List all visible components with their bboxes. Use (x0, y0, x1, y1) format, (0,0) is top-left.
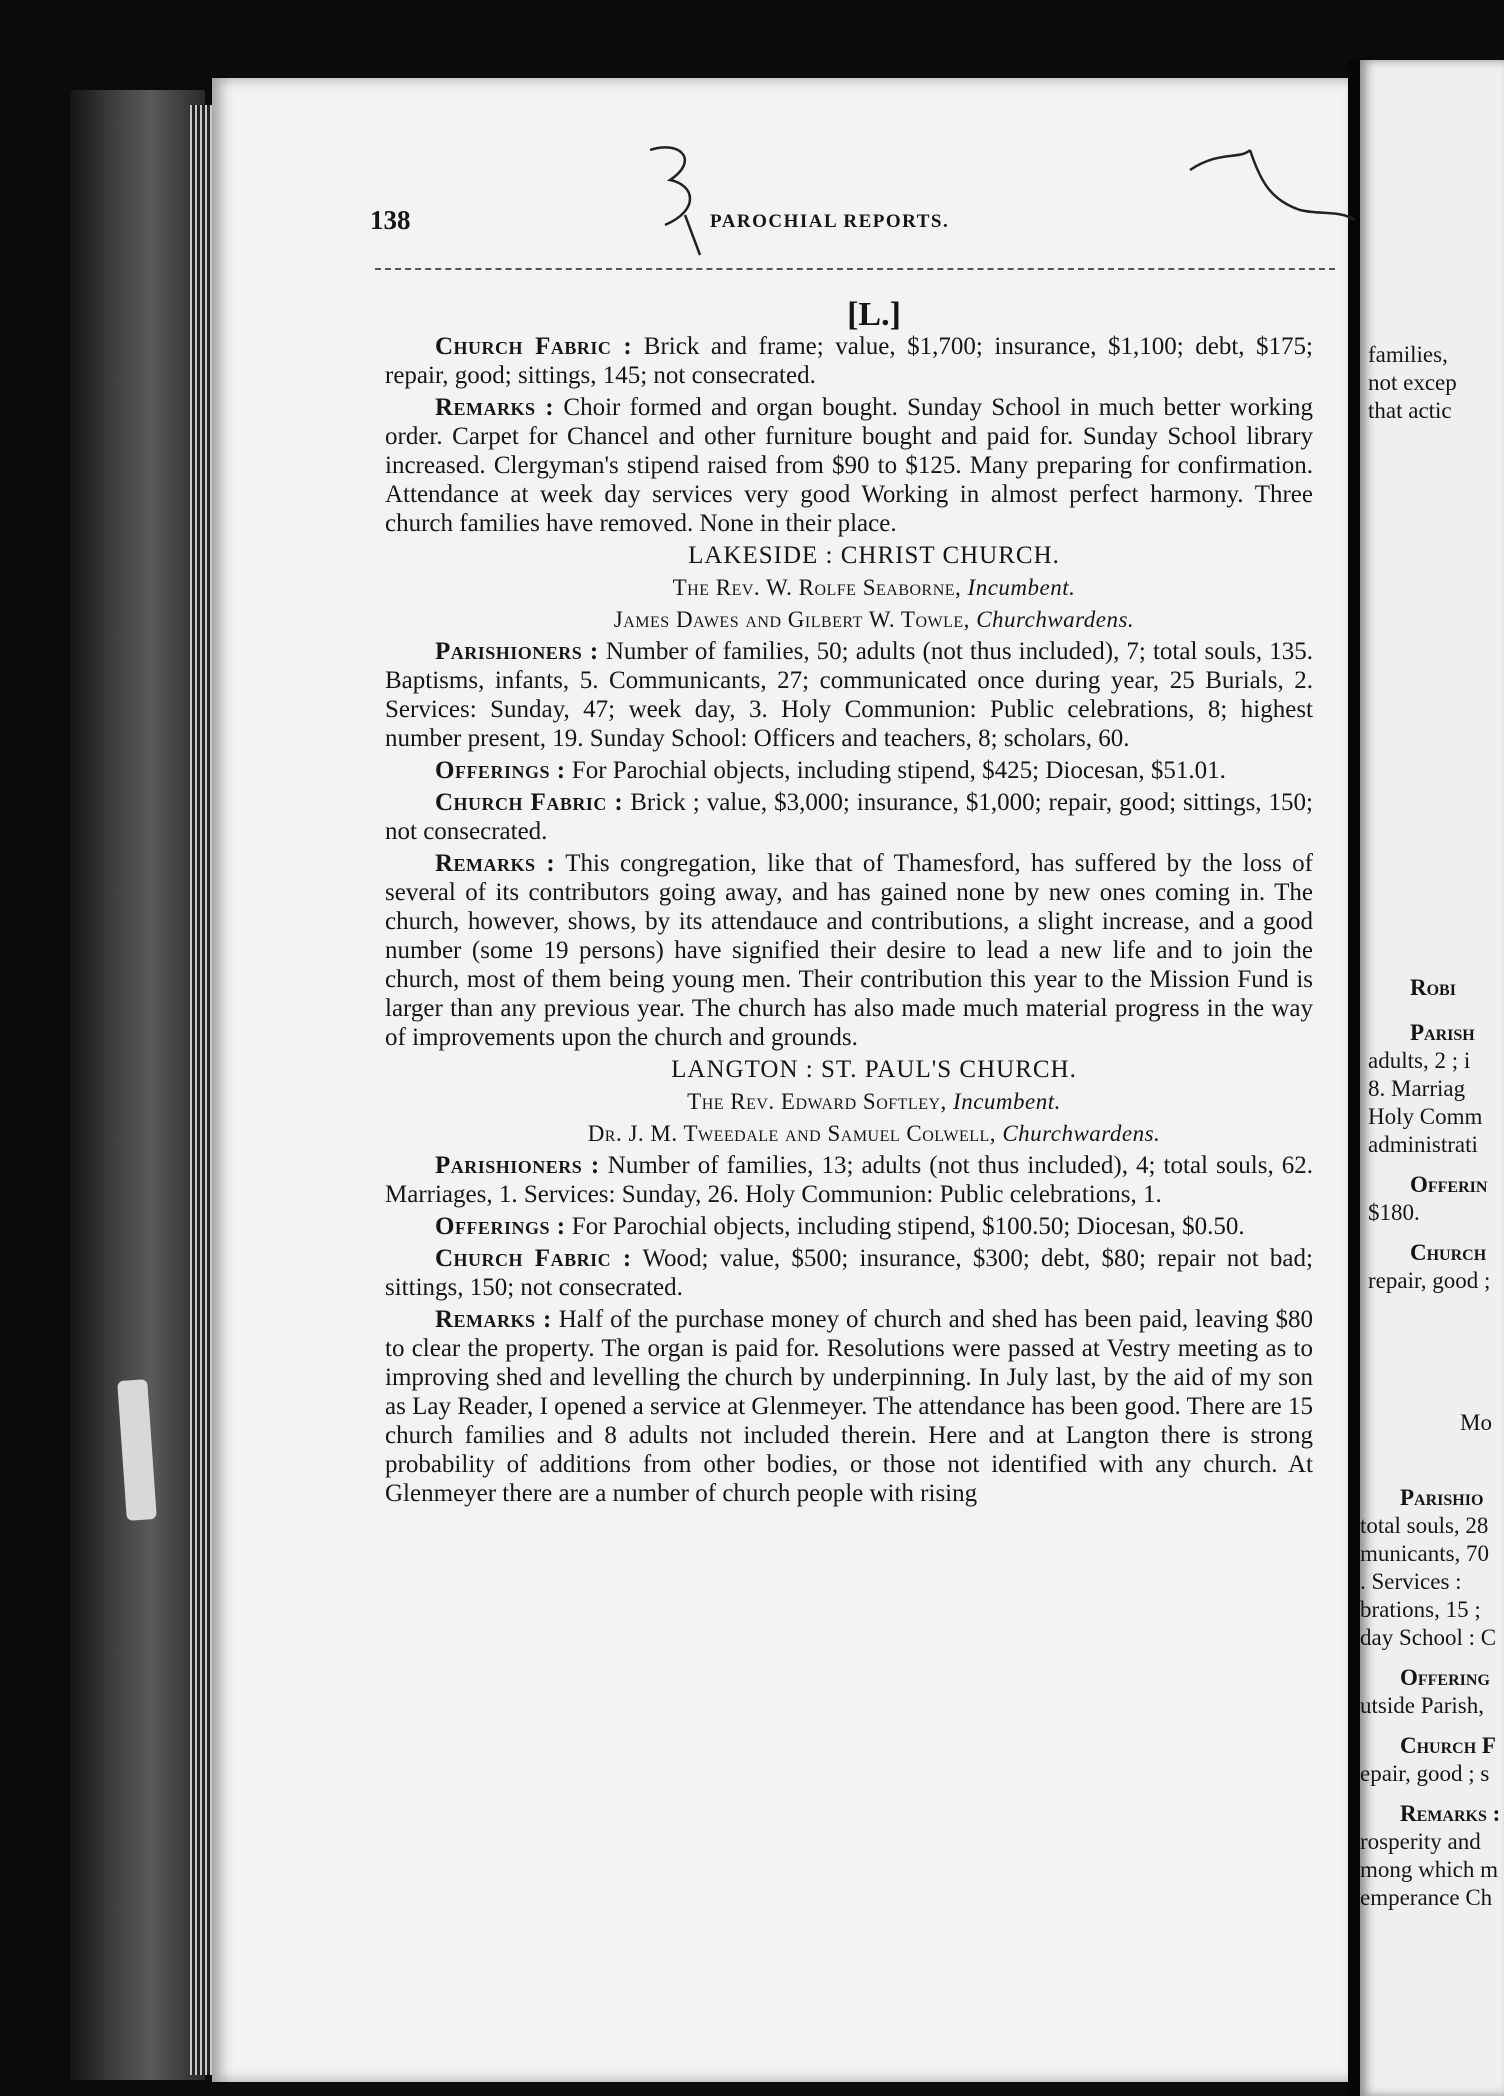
right-page-line: repair, good ; (1368, 1268, 1491, 1293)
parishioners-label: Parishioners : (435, 1152, 600, 1179)
wardens-role: Churchwardens. (976, 607, 1135, 632)
right-page-line: Parish (1410, 1020, 1475, 1045)
page-stack-edges (190, 105, 212, 2075)
right-page-line: Parishio (1400, 1485, 1484, 1510)
lakeside-remarks (385, 849, 1313, 1052)
right-page-line: administrati (1368, 1132, 1478, 1157)
parishioners-label: Parishioners : (435, 638, 599, 665)
right-page-line: municants, 70 (1360, 1541, 1490, 1566)
right-page-line: . Services : (1360, 1569, 1462, 1594)
fabric-label: Church Fabric : (435, 1245, 632, 1272)
remarks-text: Choir formed and organ bought. Sunday School in much better working order. Carpet for Chancel and other furniture bought and paid for. Sunday School library increased. Clergyman's stipend raised from $90 to $125. Many preparing for confirmation. Attendance at week day services very good Working in almost perfect harmony. Three church families have removed. None in their place. (385, 394, 1314, 537)
lakeside-wardens (385, 605, 1313, 634)
header-rule (375, 268, 1335, 270)
right-page-fragment (1360, 60, 1504, 2096)
right-page-line: adults, 2 ; i (1368, 1048, 1471, 1073)
book-gutter (1348, 60, 1360, 2096)
right-page-line: 8. Marriag (1368, 1076, 1466, 1101)
lakeside-heading: LAKESIDE : CHRIST CHURCH. (688, 542, 1060, 569)
right-page-line: Church (1410, 1240, 1487, 1265)
running-title: PAROCHIAL REPORTS. (710, 211, 950, 232)
right-page-line: not excep (1368, 370, 1457, 395)
right-page-line: epair, good ; s (1360, 1761, 1490, 1786)
lakeside-fabric (385, 788, 1313, 846)
remarks-label: Remarks : (435, 394, 555, 421)
lakeside-incumbent (385, 573, 1313, 602)
lakeside-parishioners (385, 637, 1313, 753)
right-page-line: Church F (1400, 1733, 1496, 1758)
page-number: 138 (370, 205, 411, 235)
book-left-edge (70, 90, 205, 2080)
intro-fabric-paragraph (385, 332, 1313, 390)
right-page-line: that actic (1368, 398, 1452, 423)
section-mark: [L.] (847, 296, 901, 333)
wardens-names: James Dawes and Gilbert W. Towle, (613, 607, 970, 632)
incumbent-name: The Rev. W. Rolfe Seaborne, (672, 575, 962, 600)
right-page-line: rosperity and (1360, 1829, 1481, 1854)
lakeside-offerings (385, 756, 1313, 785)
langton-remarks (385, 1305, 1313, 1508)
parishioners-text: Number of families, 50; adults (not thus included), 7; total souls, 135. Baptisms, infants, 5. Communicants, 27; communicated once during year, 25 Burials, 2. Services: Sunday, 47; week day, 3. Holy Communion: Public celebrations, 8; highest number present, 19. Sunday School: Officers and teachers, 8; scholars, 60. (385, 638, 1314, 752)
fabric-label: Church Fabric : (435, 333, 633, 360)
offerings-text: For Parochial objects, including stipend, $425; Diocesan, $51.01. (571, 757, 1226, 784)
incumbent-role: Incumbent. (967, 575, 1076, 600)
right-page-line: emperance Ch (1360, 1885, 1493, 1910)
langton-parishioners (385, 1151, 1313, 1209)
langton-offerings (385, 1212, 1313, 1241)
langton-incumbent (385, 1087, 1313, 1116)
langton-fabric (385, 1244, 1313, 1302)
remarks-label: Remarks : (435, 1306, 552, 1333)
right-page-line: total souls, 28 (1360, 1513, 1489, 1538)
right-page-line: $180. (1368, 1200, 1420, 1225)
fabric-text: Wood; value, $500; insurance, $300; debt, $80; repair not bad; sittings, 150; not consecrated. (385, 1245, 1313, 1301)
fabric-text: Brick ; value, $3,000; insurance, $1,000; repair, good; sittings, 150; not consecrated. (385, 789, 1313, 845)
langton-wardens (385, 1119, 1313, 1148)
fabric-text: Brick and frame; value, $1,700; insurance, $1,100; debt, $175; repair, good; sittings, 145; not consecrated. (385, 333, 1313, 389)
right-page-line: brations, 15 ; (1360, 1597, 1481, 1622)
right-page-line: Mo (1460, 1410, 1492, 1435)
right-page-line: utside Parish, (1360, 1693, 1484, 1718)
right-page-line: mong which m (1360, 1857, 1498, 1882)
right-page-line: Robi (1410, 975, 1456, 1000)
right-page-line: day School : C (1360, 1625, 1497, 1650)
right-page-line: Offering (1400, 1665, 1490, 1690)
right-page-line: Offerin (1410, 1172, 1488, 1197)
right-page-line: Remarks : (1400, 1801, 1501, 1826)
offerings-text: For Parochial objects, including stipend, $100.50; Diocesan, $0.50. (571, 1213, 1245, 1240)
incumbent-name: The Rev. Edward Softley, (687, 1089, 947, 1114)
page-header (370, 205, 1310, 245)
fabric-label: Church Fabric : (435, 789, 624, 816)
remarks-text: This congregation, like that of Thamesford, has suffered by the loss of several of its contributors going away, and has gained none by new ones coming in. The church, however, shows, by its attendauce and contributions, a slight increase, and a good number (some 19 persons) have signified their desire to lead a new life and to join the church, most of them being young men. Their contribution this year to the Mission Fund is larger than any previous year. The church has also made much material progress in the way of improvements upon the church and grounds. (385, 850, 1313, 1051)
wardens-names: Dr. J. M. Tweedale and Samuel Colwell, (587, 1121, 997, 1146)
remarks-label: Remarks : (435, 850, 556, 877)
right-page-line: Holy Comm (1368, 1104, 1483, 1129)
right-page-line: families, (1368, 342, 1448, 367)
intro-remarks-paragraph (385, 393, 1313, 538)
remarks-text: Half of the purchase money of church and shed has been paid, leaving $80 to clear the property. The organ is paid for. Resolutions were passed at Vestry meeting as to improving shed and levelling the church by underpinning. In July last, by the aid of my son as Lay Reader, I opened a service at Glenmeyer. The attendance has been good. There are 15 church families and 8 adults not included therein. Here and at Langton there is strong probability of additions from other bodies, or those not identified with any church. At Glenmeyer there are a number of church people with rising (385, 1306, 1313, 1507)
wardens-role: Churchwardens. (1002, 1121, 1161, 1146)
langton-heading: LANGTON : ST. PAUL'S CHURCH. (671, 1056, 1077, 1083)
offerings-label: Offerings : (435, 1213, 566, 1240)
offerings-label: Offerings : (435, 757, 566, 784)
page-body (385, 296, 1314, 1511)
parishioners-text: Number of families, 13; adults (not thus included), 4; total souls, 62. Marriages, 1. Services: Sunday, 26. Holy Communion: Public celebrations, 1. (385, 1152, 1314, 1208)
incumbent-role: Incumbent. (953, 1089, 1061, 1114)
